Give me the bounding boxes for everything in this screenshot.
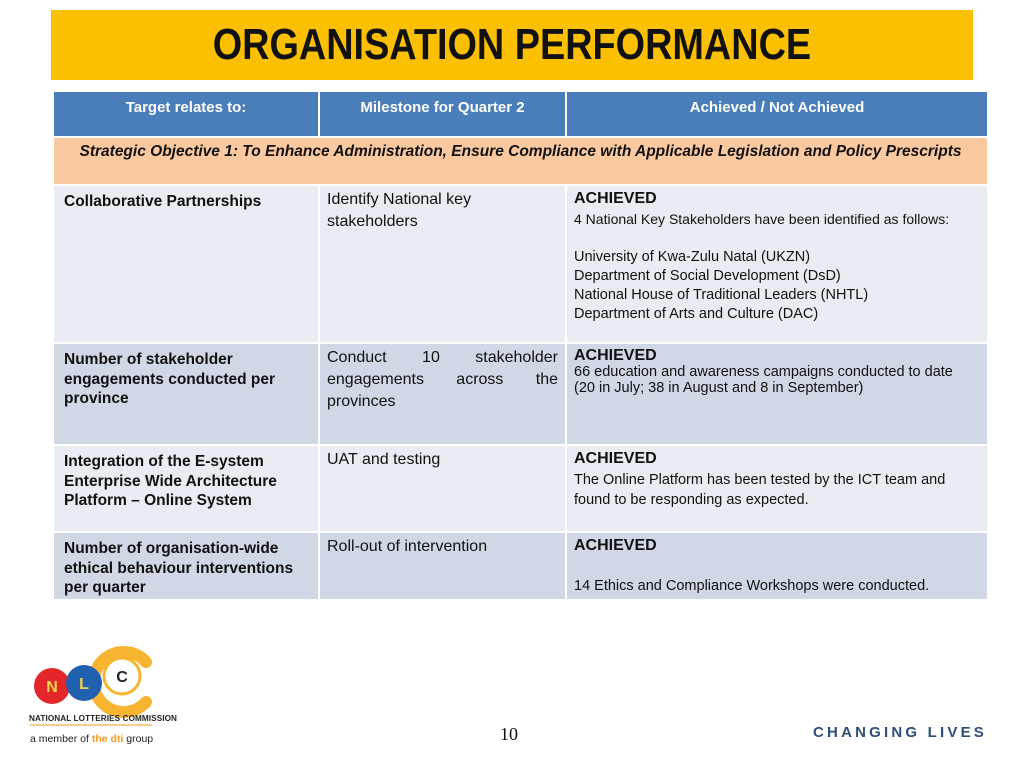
logo-name: NATIONAL LOTTERIES COMMISSION (29, 713, 178, 723)
performance-table (52, 90, 989, 601)
milestone-cell: UAT and testing (319, 445, 566, 532)
header-target: Target relates to: (53, 91, 319, 137)
detail-text: National House of Traditional Leaders (NHTL) (574, 287, 869, 303)
detail-text: The Online Platform has been tested by the ICT team and found to be responding as expected. (574, 472, 946, 508)
achievement-cell (566, 185, 988, 343)
table-header-row (53, 91, 988, 137)
logo-letter-c: C (116, 669, 128, 686)
title-bar (51, 10, 973, 80)
header-achieved: Achieved / Not Achieved (566, 91, 988, 137)
logo-letter-l: L (79, 676, 89, 693)
page-number: 10 (500, 724, 518, 744)
status-label: ACHIEVED (574, 190, 657, 207)
milestone-cell: Identify National key stakeholders (319, 185, 566, 343)
target-cell: Integration of the E-system Enterprise Wide Architecture Platform – Online System (53, 445, 319, 532)
detail-text: 14 Ethics and Compliance Workshops were conducted. (574, 578, 930, 594)
table-row (53, 343, 988, 445)
detail-text: 4 National Key Stakeholders have been identified as follows: (574, 211, 950, 227)
strategic-objective: Strategic Objective 1: To Enhance Administration, Ensure Compliance with Applicable Legislation and Policy Prescripts (53, 137, 988, 185)
detail-text: University of Kwa-Zulu Natal (UKZN) (574, 249, 811, 265)
logo-member-prefix: a member of (30, 733, 92, 745)
achievement-cell (566, 343, 988, 445)
status-label: ACHIEVED (574, 347, 657, 364)
milestone-cell: Conduct 10 stakeholder engagements across the provinces (319, 343, 566, 445)
target-cell: Collaborative Partnerships (53, 185, 319, 343)
target-cell: Number of stakeholder engagements conducted per province (53, 343, 319, 445)
tagline: CHANGING LIVES (813, 724, 987, 741)
logo-member-suffix: group (123, 733, 154, 745)
status-label: ACHIEVED (574, 537, 657, 554)
logo-member-group: the dti (91, 733, 124, 745)
objective-row (53, 137, 988, 185)
achievement-cell (566, 532, 988, 600)
achievement-cell (566, 445, 988, 532)
target-cell: Number of organisation-wide ethical behaviour interventions per quarter (53, 532, 319, 600)
detail-text: (20 in July; 38 in August and 8 in September) (574, 380, 864, 396)
logo-letter-n: N (46, 679, 58, 696)
header-milestone: Milestone for Quarter 2 (319, 91, 566, 137)
logo-member-line (30, 733, 153, 745)
detail-text: Department of Social Development (DsD) (574, 268, 841, 284)
detail-text: Department of Arts and Culture (DAC) (574, 306, 819, 322)
table-row (53, 445, 988, 532)
status-label: ACHIEVED (574, 450, 657, 467)
page-title: ORGANISATION PERFORMANCE (212, 20, 812, 69)
milestone-cell: Roll-out of intervention (319, 532, 566, 600)
detail-text: 66 education and awareness campaigns conducted to date (574, 364, 953, 380)
table-row (53, 532, 988, 600)
table-row (53, 185, 988, 343)
